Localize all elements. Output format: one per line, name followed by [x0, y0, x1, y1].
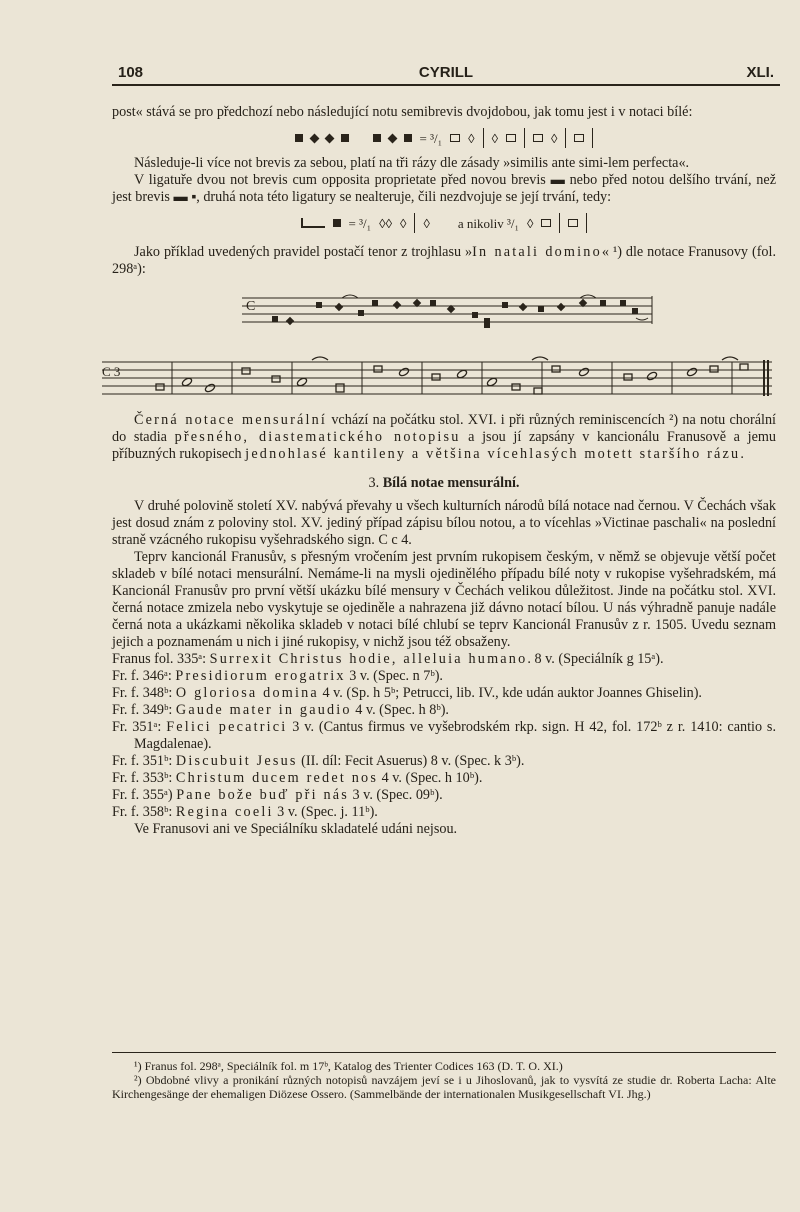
text-run: a jsou jí zapsány v kancionálu Franusově a jemu příbuzných rukopisech — [112, 429, 777, 462]
song-title: In natali domino — [472, 244, 602, 260]
list-item: Fr. f. 349ᵇ: Gaude mater in gaudio 4 v. (Spec. h 8ᵇ). — [112, 702, 449, 718]
text-run: jednohlasé kantileny a většina vícehlasých motett staršího rázu — [245, 446, 741, 462]
text-run: « ¹) dle notace Franusovy (fol. 298ᵃ): — [112, 244, 777, 277]
white-breve-note — [541, 219, 551, 227]
white-semibreve-note: ◊ — [551, 130, 558, 146]
music-example-1 — [112, 125, 776, 151]
white-semibreve-note: ◊ — [527, 215, 534, 231]
paragraph: Ve Franusovi ani ve Speciálníku skladatelé udáni nejsou. — [134, 821, 458, 837]
white-semibreve-note: ◊ — [491, 130, 499, 146]
text-run: přesného, diastematického notopisu — [174, 429, 461, 445]
ligature-tail — [301, 218, 325, 228]
text-run: . — [740, 446, 744, 462]
comparison-text: a nikoliv ³/₁ — [457, 215, 520, 231]
footnotes — [112, 1052, 776, 1101]
list-item: Fr. f. 351ᵇ: Discubuit Jesus (II. díl: Fecit Asuerus) 8 v. (Spec. k 3ᵇ). — [112, 753, 525, 769]
black-semibreve-note — [387, 133, 397, 143]
bar-line — [524, 128, 525, 148]
section-heading — [112, 475, 776, 492]
white-breve-note — [574, 134, 584, 142]
paragraph — [112, 244, 776, 278]
text-run: Černá notace mensurální — [134, 412, 328, 428]
paragraph — [112, 412, 776, 463]
page-title: CYRILL — [418, 64, 474, 81]
bar-line — [592, 128, 593, 148]
page-number: 108 — [118, 64, 144, 81]
section-number: 3. — [368, 475, 380, 491]
paragraph: post« stává se pro předchozí nebo následující notu semibrevis dvojdobou, jak tomu jest i v notaci bílé: — [112, 104, 693, 120]
list-item: Fr. f. 348ᵇ: O gloriosa domina 4 v. (Sp. h 5ᵇ; Petrucci, lib. IV., kde udán auktor Joannes Ghiselin). — [112, 685, 702, 701]
bar-line — [586, 213, 587, 233]
music-staff-black-notation — [112, 288, 776, 350]
music-example-2 — [112, 210, 776, 236]
white-semibreve-note: ◊◊ — [379, 215, 392, 231]
composition-list — [112, 651, 776, 821]
paragraph: Teprv kancionál Franusův, s přesným vročením jest prvním rukopisem českým, v němž se objevuje větší počet skladeb v bílé notaci mensurální. Nemáme-li na mysli ojedinělého případu bílé noty v rukopise vyšehradském, má Kancionál Franusův pro první větší ukázku bílé mensury v Čechách velikou důležitost. Jinde na počátku stol. XVI. černá notace zmizela nebo vyskytuje se ojediněle a nahrazena již dávno notací bílou. U nás výhradně panuje nadále černá nota a ukázkami několika skladeb v notaci bílé chlubí se teprv Kancionál Franusův z r. 1505. Uvedu seznam jejich a poznamenám u nich i jiné rukopisy, v nichž jsou též obsaženy. — [112, 549, 776, 650]
equation: = ³/₁ — [419, 130, 443, 146]
list-item: Fr. f. 358ᵇ: Regina coeli 3 v. (Spec. j. 11ᵇ). — [112, 804, 378, 820]
black-breve-note — [373, 134, 381, 142]
music-staff-white-notation — [102, 354, 776, 402]
paragraph: Následuje-li více not brevis za sebou, platí na tři rázy dle zásady »similis ante simi-lem perfecta«. — [134, 155, 690, 171]
bar-line — [483, 128, 484, 148]
white-semibreve-note: ◊ — [400, 215, 407, 231]
chapter-number: XLI. — [746, 64, 774, 81]
bar-line — [565, 128, 566, 148]
bar-line — [414, 213, 415, 233]
list-item: Fr. f. 353ᵇ: Christum ducem redet nos 4 v. (Spec. h 10ᵇ). — [112, 770, 483, 786]
text-run: vchází na počátku stol. XVI. i při různých reminiscencích ²) na notu chorální do stadia — [112, 412, 776, 445]
black-semibreve-note — [309, 133, 319, 143]
white-breve-note — [568, 219, 578, 227]
list-item: Fr. 351ᵃ: Felici pecatrici 3 v. (Cantus firmus ve vyšebrodském rkp. sign. H 42, fol. 172ᵇ z r. 1410: cantio s. Magdalenae). — [112, 719, 776, 752]
black-breve-note — [341, 134, 349, 142]
white-semibreve-note: ◊ — [468, 130, 475, 146]
white-semibreve-note: ◊ — [423, 215, 430, 231]
white-breve-note — [533, 134, 543, 142]
black-breve-note — [333, 219, 341, 227]
running-head — [112, 62, 780, 86]
list-item: Fr. f. 355ᵃ) Pane bože buď při nás 3 v. (Spec. 09ᵇ). — [112, 787, 443, 803]
white-breve-note — [506, 134, 516, 142]
footnote: ²) Obdobné vlivy a pronikání různých notopisů navzájem jeví se i u Jihoslovanů, jak to vysvítá ze studie dr. Roberta Lacha: Alte Kirchengesänge der ehemaligen Diözese Ossero. (Sammelbände der internationalen Musikgesellschaft VI. Jhg.) — [112, 1073, 776, 1101]
footnote: ¹) Franus fol. 298ᵃ, Speciálník fol. m 17ᵇ, Katalog des Trienter Codices 163 (D. T. O. XI.) — [134, 1059, 563, 1073]
paragraph: V ligatuře dvou not brevis cum opposita proprietate před novou brevis ▬ nebo před notou delšího trvání, než jest brevis ▬ ▪, druhá nota této ligatury se nealteruje, čili nezdvojuje se její trvání, tedy: — [112, 172, 776, 205]
list-item: Franus fol. 335ᵃ: Surrexit Christus hodie, alleluia humano. 8 v. (Speciálník g 15ᵃ). — [112, 651, 664, 667]
c-clef-icon: C 3 — [102, 364, 121, 379]
text-run: Jako příklad uvedených pravidel postačí tenor z trojhlasu » — [134, 244, 473, 260]
black-breve-note — [404, 134, 412, 142]
black-semibreve-note — [324, 133, 334, 143]
c-clef-icon: C — [246, 299, 256, 314]
list-item: Fr. f. 346ᵃ: Presidiorum erogatrix 3 v. (Spec. n 7ᵇ). — [112, 668, 443, 684]
bar-line — [559, 213, 560, 233]
main-text — [102, 104, 777, 838]
equation: = ³/₁ — [348, 215, 372, 231]
section-title: Bílá notae mensurální. — [382, 475, 520, 491]
black-breve-note — [295, 134, 303, 142]
paragraph: V druhé polovině století XV. nabývá převahy u všech kulturních národů bílá notace nad černou. V Čechách však jest dosud znám z poloviny stol. XV. jediný případ zápisu bílou notou, a to vícehlas »Victinae paschali« na poslední straně vzácného rukopisu vyšehradského sign. C c 4. — [112, 498, 776, 548]
white-breve-note — [450, 134, 460, 142]
